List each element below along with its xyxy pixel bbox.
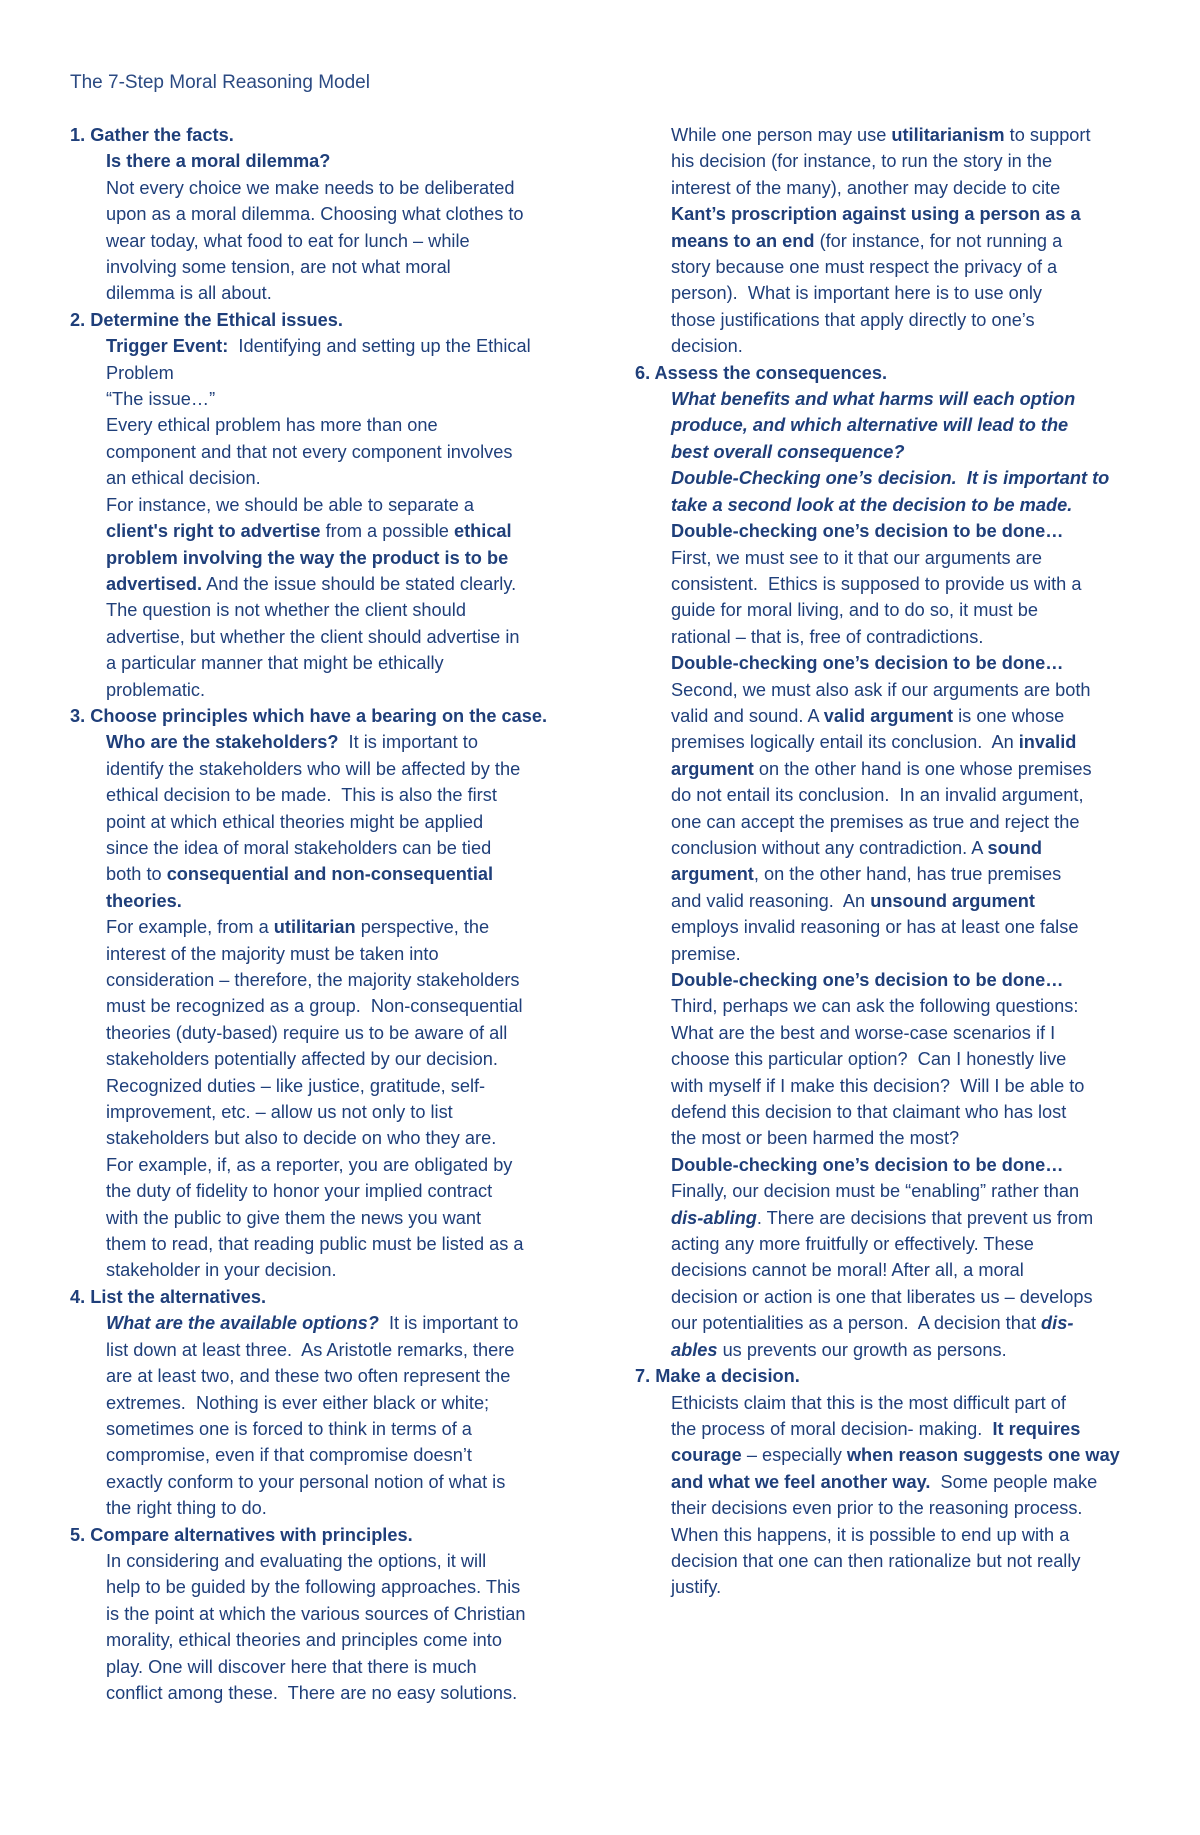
text-line xyxy=(635,412,1140,438)
text-run: stakeholders but also to decide on who they are. xyxy=(106,1128,497,1149)
text-run: For example, from a xyxy=(106,917,274,938)
emphasis-run: unsound argument xyxy=(870,890,1035,911)
text-line xyxy=(70,1337,575,1363)
text-line xyxy=(70,1574,575,1600)
emphasis-run: utilitarianism xyxy=(891,125,1005,145)
emphasis-run: Double-checking one’s decision to be done… xyxy=(671,521,1064,542)
section-heading: 4. List the alternatives. xyxy=(70,1286,267,1307)
text-run: perspective, the xyxy=(355,917,490,938)
text-line xyxy=(70,1627,575,1653)
section-heading: 1. Gather the facts. xyxy=(70,125,234,145)
text-line xyxy=(635,280,1140,306)
text-line xyxy=(635,703,1140,729)
text-run: person). What is important here is to use only xyxy=(671,283,1042,304)
text-line xyxy=(70,1099,575,1125)
text-line xyxy=(635,756,1140,782)
text-line xyxy=(70,941,575,967)
text-run: What are the best and worse-case scenarios if I xyxy=(671,1022,1056,1043)
text-run: do not entail its conclusion. In an invalid argument, xyxy=(671,785,1084,806)
text-line xyxy=(635,914,1140,940)
text-run: to support xyxy=(1004,125,1091,145)
emphasis-run: Kant’s proscription against using a person as a xyxy=(671,204,1081,225)
text-run: , on the other hand, has true premises xyxy=(753,864,1062,885)
text-run: decision or action is one that liberates us – develops xyxy=(671,1286,1093,1307)
text-run: the process of moral decision- making. xyxy=(671,1418,993,1439)
text-run: consideration – therefore, the majority stakeholders xyxy=(106,970,520,990)
text-line xyxy=(70,650,575,676)
text-line xyxy=(635,1125,1140,1151)
text-run: While one person may use xyxy=(671,125,892,145)
text-line xyxy=(635,1495,1140,1521)
text-run: rational – that is, free of contradictions. xyxy=(671,626,984,647)
text-line xyxy=(635,307,1140,333)
text-line xyxy=(635,254,1140,280)
text-line xyxy=(70,888,575,914)
text-line xyxy=(635,861,1140,887)
text-run: Second, we must also ask if our arguments are both xyxy=(671,679,1091,700)
text-line xyxy=(70,492,575,518)
text-run: (for instance, for not running a xyxy=(814,230,1063,251)
emphasis-run: Double-checking one’s decision to be done… xyxy=(671,1154,1064,1175)
text-run: conclusion without any contradiction. A xyxy=(671,837,988,858)
text-run: list down at least three. As Aristotle remarks, there xyxy=(106,1339,515,1360)
text-line xyxy=(635,597,1140,623)
text-run: them to read, that reading public must be listed as a xyxy=(106,1234,524,1255)
emphasis-run: courage xyxy=(671,1445,742,1466)
text-run: dilemma is all about. xyxy=(106,283,272,304)
text-line xyxy=(635,1469,1140,1495)
text-line xyxy=(70,993,575,1019)
emphasis-run: Is there a moral dilemma? xyxy=(106,151,331,172)
text-run: interest of the many), another may decide to cite xyxy=(671,177,1061,198)
emphasis-run: valid argument xyxy=(823,705,954,726)
text-run: the most or been harmed the most? xyxy=(671,1128,960,1149)
text-line xyxy=(635,1390,1140,1416)
text-run: sometimes one is forced to think in terms of a xyxy=(106,1418,472,1439)
emphasis-run: dis-abling xyxy=(671,1207,757,1228)
text-run: It is important to xyxy=(378,1313,519,1334)
emphasis-run: Double-Checking one’s decision. It is important to xyxy=(671,468,1110,489)
text-run: consistent. Ethics is supposed to provide us with a xyxy=(671,573,1082,594)
text-run: Problem xyxy=(106,362,174,383)
text-line xyxy=(635,1574,1140,1600)
text-line xyxy=(635,228,1140,254)
text-line xyxy=(635,545,1140,571)
text-line xyxy=(70,175,575,201)
text-run: us prevents our growth as persons. xyxy=(717,1339,1007,1360)
text-run: premises logically entail its conclusion. An xyxy=(671,732,1019,753)
text-run: are at least two, and these two often represent the xyxy=(106,1366,511,1387)
text-run: both to xyxy=(106,864,167,885)
text-run: from a possible xyxy=(320,521,454,542)
emphasis-run: dis- xyxy=(1041,1313,1074,1334)
text-run: component and that not every component involves xyxy=(106,441,513,462)
text-run: and valid reasoning. An xyxy=(671,890,871,911)
text-run: upon as a moral dilemma. Choosing what clothes to xyxy=(106,204,524,225)
left-column xyxy=(70,122,575,1706)
text-line xyxy=(635,809,1140,835)
text-run: theories (duty-based) require us to be aware of all xyxy=(106,1022,508,1043)
text-line xyxy=(635,624,1140,650)
text-run: – especially xyxy=(741,1445,847,1466)
text-run: choose this particular option? Can I honestly live xyxy=(671,1049,1067,1070)
text-run: Some people make xyxy=(930,1471,1098,1492)
text-run: since the idea of moral stakeholders can be tied xyxy=(106,837,492,858)
text-line xyxy=(635,1073,1140,1099)
text-line xyxy=(635,941,1140,967)
text-line xyxy=(635,1152,1140,1178)
text-run: stakeholders potentially affected by our decision. xyxy=(106,1049,498,1070)
text-run: play. One will discover here that there is much xyxy=(106,1656,477,1677)
text-line xyxy=(635,1284,1140,1310)
emphasis-run: It requires xyxy=(992,1418,1081,1439)
text-run: “The issue…” xyxy=(106,389,216,410)
text-line xyxy=(70,1442,575,1468)
text-line xyxy=(635,1020,1140,1046)
text-line xyxy=(70,439,575,465)
text-line xyxy=(70,228,575,254)
text-line xyxy=(635,1178,1140,1204)
text-line xyxy=(635,1416,1140,1442)
text-run: premise. xyxy=(671,943,741,964)
text-line xyxy=(70,677,575,703)
text-line xyxy=(70,1680,575,1706)
text-run: conflict among these. There are no easy solutions. xyxy=(106,1682,518,1703)
text-line xyxy=(635,1099,1140,1125)
section-heading: 3. Choose principles which have a bearing on the case. xyxy=(70,705,548,726)
text-line xyxy=(70,1495,575,1521)
text-line xyxy=(70,1310,575,1336)
text-run: . There are decisions that prevent us from xyxy=(756,1207,1094,1228)
text-run: Identifying and setting up the Ethical xyxy=(228,336,531,357)
text-line xyxy=(70,1046,575,1072)
text-line xyxy=(635,148,1140,174)
text-run: one can accept the premises as true and reject the xyxy=(671,811,1080,832)
text-line xyxy=(70,201,575,227)
emphasis-run: means to an end xyxy=(671,230,815,251)
text-line xyxy=(635,782,1140,808)
section-heading: 5. Compare alternatives with principles. xyxy=(70,1524,413,1545)
text-run: improvement, etc. – allow us not only to list xyxy=(106,1102,453,1123)
text-line xyxy=(635,1522,1140,1548)
text-run: with myself if I make this decision? Will I be able to xyxy=(671,1075,1085,1096)
text-line xyxy=(70,1020,575,1046)
text-line xyxy=(70,571,575,597)
text-line xyxy=(70,386,575,412)
text-line xyxy=(70,1231,575,1257)
text-run: those justifications that apply directly to one’s xyxy=(671,309,1035,330)
text-run: advertise, but whether the client should advertise in xyxy=(106,626,520,647)
text-line xyxy=(635,175,1140,201)
text-line xyxy=(70,333,575,359)
text-line xyxy=(70,809,575,835)
text-run: decision that one can then rationalize but not really xyxy=(671,1550,1081,1571)
text-line xyxy=(635,492,1140,518)
emphasis-run: client's right to advertise xyxy=(106,521,321,542)
emphasis-run: ethical xyxy=(453,521,512,542)
text-run: ethical decision to be made. This is also the first xyxy=(106,785,497,806)
text-line xyxy=(70,835,575,861)
emphasis-run: consequential and non-consequential xyxy=(166,864,494,885)
text-line xyxy=(635,1548,1140,1574)
emphasis-run: Trigger Event: xyxy=(106,336,229,357)
text-run: For example, if, as a reporter, you are obligated by xyxy=(106,1154,513,1175)
text-run: It is important to xyxy=(338,732,478,753)
text-line xyxy=(70,1073,575,1099)
text-run: employs invalid reasoning or has at least one false xyxy=(671,917,1079,938)
emphasis-run: argument xyxy=(671,758,754,779)
text-run: stakeholder in your decision. xyxy=(106,1260,337,1281)
emphasis-run: advertised. xyxy=(106,573,203,594)
text-run: interest of the majority must be taken into xyxy=(106,943,439,964)
text-run: on the other hand is one whose premises xyxy=(753,758,1092,779)
text-line xyxy=(70,280,575,306)
text-line xyxy=(635,201,1140,227)
text-line xyxy=(635,439,1140,465)
text-line xyxy=(70,729,575,755)
text-line xyxy=(70,914,575,940)
text-line xyxy=(70,412,575,438)
text-run: guide for moral living, and to do so, it must be xyxy=(671,600,1038,621)
emphasis-run: What are the available options? xyxy=(106,1313,379,1334)
text-run: a particular manner that might be ethically xyxy=(106,653,444,674)
text-line xyxy=(635,1442,1140,1468)
text-run: For instance, we should be able to separate a xyxy=(106,494,475,515)
text-run: point at which ethical theories might be applied xyxy=(106,811,484,832)
text-line xyxy=(70,545,575,571)
emphasis-run: sound xyxy=(987,837,1043,858)
emphasis-run: Double-checking one’s decision to be done… xyxy=(671,970,1064,990)
text-line xyxy=(70,1125,575,1151)
text-line xyxy=(635,993,1140,1019)
text-run: First, we must see to it that our arguments are xyxy=(671,547,1042,568)
text-line xyxy=(70,360,575,386)
emphasis-run: Double-checking one’s decision to be done… xyxy=(671,653,1064,674)
right-column xyxy=(635,122,1140,1601)
text-run: morality, ethical theories and principles come into xyxy=(106,1630,502,1651)
section-heading: 6. Assess the consequences. xyxy=(635,362,888,383)
emphasis-run: utilitarian xyxy=(273,917,356,938)
text-run: Recognized duties – like justice, gratitude, self- xyxy=(106,1075,486,1096)
text-line xyxy=(70,597,575,623)
text-run: with the public to give them the news you want xyxy=(106,1207,482,1228)
text-run: defend this decision to that claimant who has lost xyxy=(671,1102,1067,1123)
text-run: justify. xyxy=(671,1577,722,1598)
text-line xyxy=(70,1152,575,1178)
document-title: The 7-Step Moral Reasoning Model xyxy=(70,72,370,93)
text-line xyxy=(635,1337,1140,1363)
text-run: problematic. xyxy=(106,679,206,700)
section-heading: 7. Make a decision. xyxy=(635,1366,800,1387)
text-run: the right thing to do. xyxy=(106,1498,267,1519)
text-run: is the point at which the various sources of Christian xyxy=(106,1603,526,1624)
text-line xyxy=(70,254,575,280)
text-run: valid and sound. A xyxy=(671,705,824,726)
emphasis-run: What benefits and what harms will each option xyxy=(671,389,1076,410)
text-run: Every ethical problem has more than one xyxy=(106,415,438,436)
emphasis-run: theories. xyxy=(106,890,182,911)
text-line xyxy=(635,386,1140,412)
text-line xyxy=(70,624,575,650)
emphasis-run: best overall consequence? xyxy=(671,441,905,462)
text-run: must be recognized as a group. Non-consequential xyxy=(106,996,523,1017)
emphasis-run: when reason suggests one way xyxy=(846,1445,1120,1466)
text-line xyxy=(635,888,1140,914)
text-line xyxy=(70,756,575,782)
emphasis-run: and what we feel another way. xyxy=(671,1471,931,1492)
text-run: is one whose xyxy=(953,705,1065,726)
text-line xyxy=(635,1257,1140,1283)
text-run: involving some tension, are not what moral xyxy=(106,257,451,278)
text-line xyxy=(70,1205,575,1231)
emphasis-run: argument xyxy=(671,864,754,885)
text-line xyxy=(635,1205,1140,1231)
text-run: extremes. Nothing is ever either black or white; xyxy=(106,1392,490,1413)
text-line xyxy=(70,861,575,887)
text-line xyxy=(70,1390,575,1416)
text-run: an ethical decision. xyxy=(106,468,261,489)
text-run: story because one must respect the privacy of a xyxy=(671,257,1058,278)
text-line xyxy=(635,465,1140,491)
text-run: wear today, what food to eat for lunch – while xyxy=(106,230,470,251)
text-line xyxy=(635,571,1140,597)
text-run: compromise, even if that compromise doesn’t xyxy=(106,1445,472,1466)
text-line xyxy=(70,1654,575,1680)
text-line xyxy=(70,148,575,174)
text-run: the duty of fidelity to honor your implied contract xyxy=(106,1181,493,1202)
text-line xyxy=(635,333,1140,359)
text-line xyxy=(635,835,1140,861)
text-run: Third, perhaps we can ask the following questions: xyxy=(671,996,1079,1017)
text-run: And the issue should be stated clearly. xyxy=(202,573,517,594)
text-run: their decisions even prior to the reasoning process. xyxy=(671,1498,1083,1519)
text-line xyxy=(635,1231,1140,1257)
text-line xyxy=(70,1469,575,1495)
emphasis-run: produce, and which alternative will lead to the xyxy=(671,415,1069,436)
section-heading: 2. Determine the Ethical issues. xyxy=(70,309,343,330)
text-line xyxy=(635,650,1140,676)
text-line xyxy=(70,1178,575,1204)
emphasis-run: take a second look at the decision to be made. xyxy=(671,494,1073,515)
text-line xyxy=(635,1046,1140,1072)
text-line xyxy=(70,1363,575,1389)
text-line xyxy=(70,1257,575,1283)
text-run: When this happens, it is possible to end up with a xyxy=(671,1524,1070,1545)
text-run: exactly conform to your personal notion of what is xyxy=(106,1471,506,1492)
text-run: Ethicists claim that this is the most difficult part of xyxy=(671,1392,1066,1413)
text-line xyxy=(635,1310,1140,1336)
text-line xyxy=(70,1416,575,1442)
text-line xyxy=(70,782,575,808)
text-line xyxy=(635,677,1140,703)
text-line xyxy=(70,1601,575,1627)
emphasis-run: invalid xyxy=(1018,732,1077,753)
text-run: decisions cannot be moral! After all, a moral xyxy=(671,1260,1024,1281)
text-line xyxy=(635,967,1140,993)
text-run: decision. xyxy=(671,336,743,357)
emphasis-run: problem involving the way the product is to be xyxy=(106,547,509,568)
text-line xyxy=(635,122,1140,148)
text-run: Finally, our decision must be “enabling” rather than xyxy=(671,1181,1080,1202)
text-line xyxy=(635,518,1140,544)
emphasis-run: ables xyxy=(671,1339,718,1360)
text-run: our potentialities as a person. A decision that xyxy=(671,1313,1042,1334)
emphasis-run: Who are the stakeholders? xyxy=(106,732,339,753)
text-line xyxy=(70,518,575,544)
text-line xyxy=(70,1548,575,1574)
text-line xyxy=(635,729,1140,755)
text-run: Not every choice we make needs to be deliberated xyxy=(106,177,515,198)
text-line xyxy=(70,967,575,993)
text-run: identify the stakeholders who will be affected by the xyxy=(106,758,521,779)
text-run: help to be guided by the following approaches. This xyxy=(106,1577,521,1598)
text-run: acting any more fruitfully or effectively. These xyxy=(671,1234,1034,1255)
text-run: The question is not whether the client should xyxy=(106,600,466,621)
text-line xyxy=(70,465,575,491)
text-run: In considering and evaluating the options, it will xyxy=(106,1550,487,1571)
text-run: his decision (for instance, to run the story in the xyxy=(671,151,1053,172)
